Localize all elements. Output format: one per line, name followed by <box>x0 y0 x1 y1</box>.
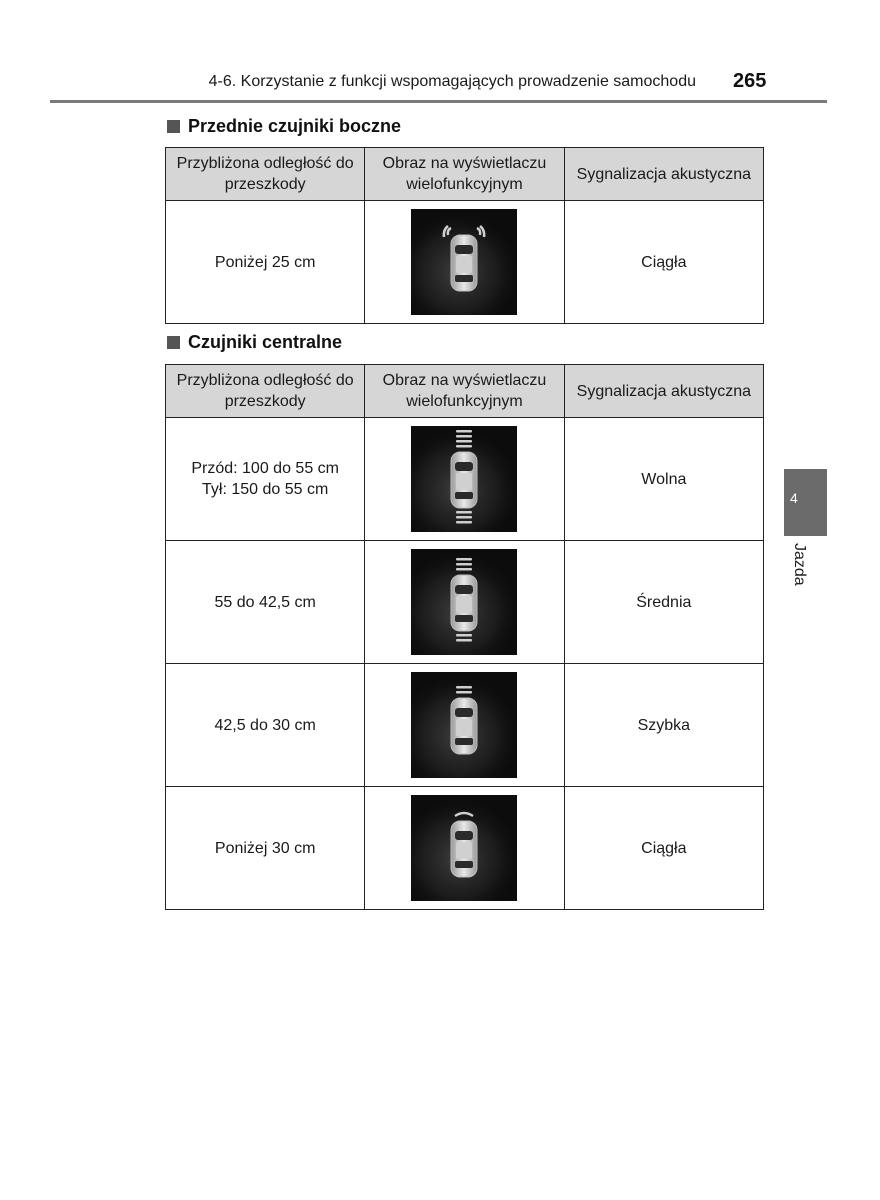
distance-cell: Poniżej 25 cm <box>166 201 365 324</box>
section-heading-side-sensors <box>167 116 401 137</box>
table-header-row <box>166 148 764 201</box>
display-cell <box>365 201 564 324</box>
bullet-square-icon <box>167 120 180 133</box>
header-title: 4-6. Korzystanie z funkcji wspomagających prowadzenie samochodu <box>208 73 696 90</box>
side-sensors-table <box>165 147 764 324</box>
chapter-number: 4 <box>790 490 798 506</box>
table-row <box>166 418 764 541</box>
sound-cell: Szybka <box>564 664 763 787</box>
display-cell <box>365 541 564 664</box>
sound-cell: Średnia <box>564 541 763 664</box>
section-title: Przednie czujniki boczne <box>188 116 402 136</box>
distance-cell: 55 do 42,5 cm <box>166 541 365 664</box>
table-row <box>166 201 764 324</box>
chapter-tab <box>784 469 827 536</box>
sound-cell: Ciągła <box>564 201 763 324</box>
distance-front: Przód: 100 do 55 cm <box>191 460 339 477</box>
column-header-sound: Sygnalizacja akustyczna <box>564 365 763 418</box>
table-header-row <box>166 365 764 418</box>
table-row <box>166 541 764 664</box>
car-center-sensor-level-2-icon <box>411 549 517 655</box>
display-cell <box>365 664 564 787</box>
car-side-sensor-icon <box>411 209 517 315</box>
page-number: 265 <box>733 70 767 92</box>
column-header-display: Obraz na wyświetlaczu wielofunkcyjnym <box>365 365 564 418</box>
section-heading-center-sensors <box>167 332 342 353</box>
bullet-square-icon <box>167 336 180 349</box>
column-header-distance: Przybliżona odległość do przeszkody <box>166 365 365 418</box>
display-cell <box>365 418 564 541</box>
column-header-distance: Przybliżona odległość do przeszkody <box>166 148 365 201</box>
sound-cell: Wolna <box>564 418 763 541</box>
section-title: Czujniki centralne <box>188 332 343 352</box>
table-row <box>166 787 764 910</box>
car-center-sensor-level-1-icon <box>411 426 517 532</box>
car-center-sensor-level-4-icon <box>411 795 517 901</box>
distance-cell: 42,5 do 30 cm <box>166 664 365 787</box>
distance-cell: Poniżej 30 cm <box>166 787 365 910</box>
distance-cell <box>166 418 365 541</box>
chapter-label: Jazda <box>791 543 808 586</box>
column-header-display: Obraz na wyświetlaczu wielofunkcyjnym <box>365 148 564 201</box>
distance-rear: Tył: 150 do 55 cm <box>202 481 329 498</box>
column-header-sound: Sygnalizacja akustyczna <box>564 148 763 201</box>
center-sensors-table <box>165 364 764 910</box>
header-divider <box>50 100 827 103</box>
sound-cell: Ciągła <box>564 787 763 910</box>
table-row <box>166 664 764 787</box>
display-cell <box>365 787 564 910</box>
car-center-sensor-level-3-icon <box>411 672 517 778</box>
